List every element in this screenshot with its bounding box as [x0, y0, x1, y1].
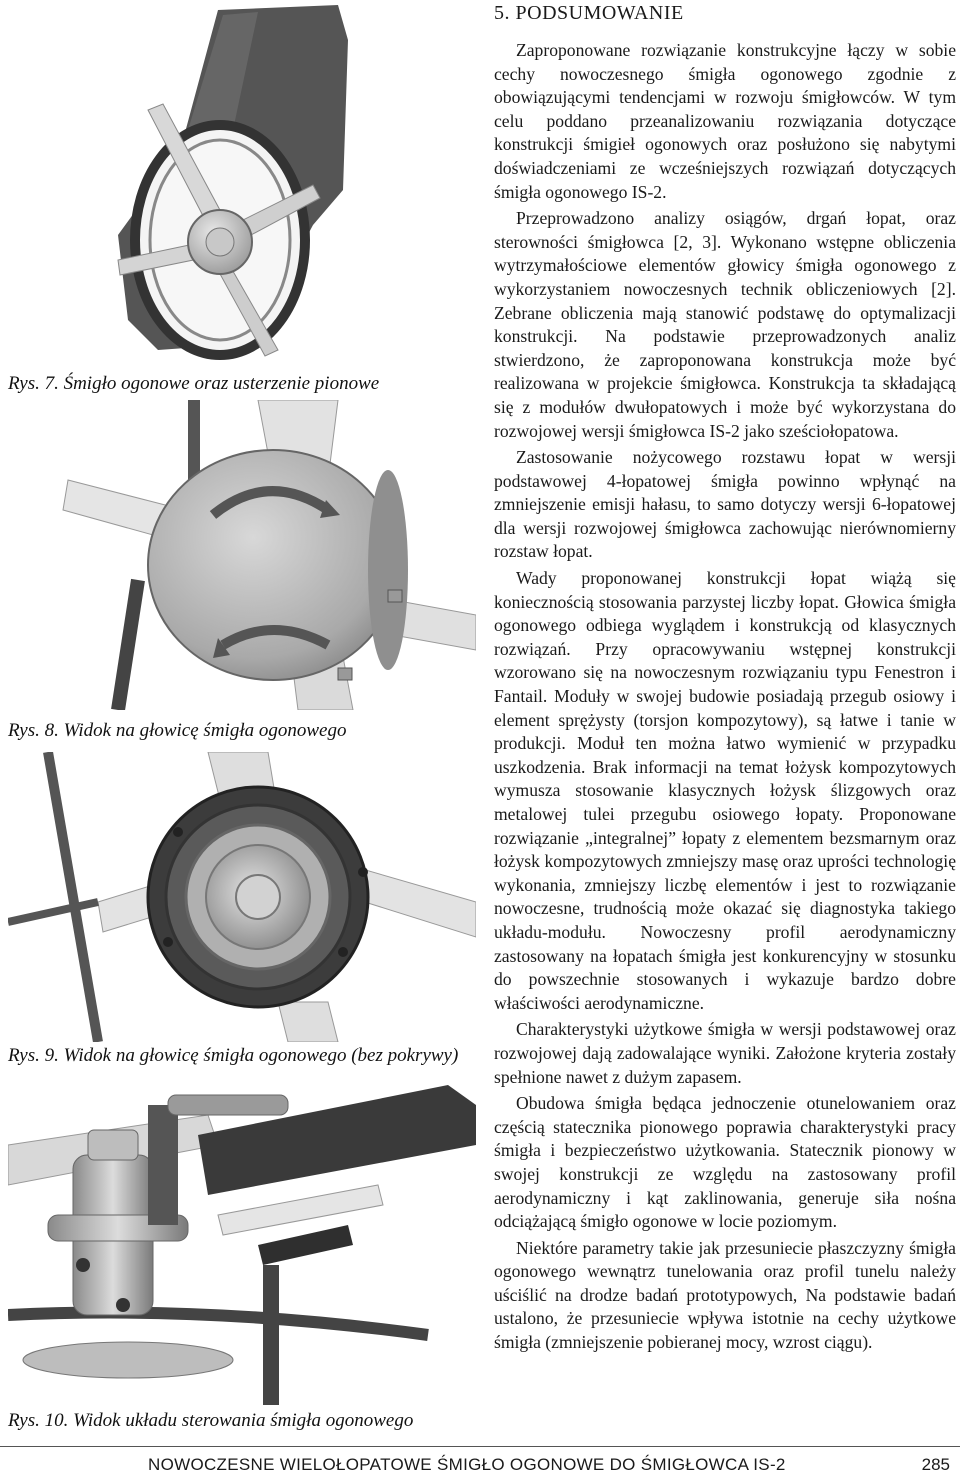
page-number: 285	[921, 1455, 950, 1474]
paragraph-2: Przeprowadzono analizy osiągów, drgań łopat, oraz sterowności śmigłowca [2, 3]. Wykonano wstępne obliczenia wytrzymałościowe elementów głowicy śmigła ogonowego z wykorzystaniem nowoczesnych technik obliczeniowych [2]. Zebrane obliczenia mają stanowić podstawę do optymalizacji konstrukcji. Na podstawie przeprowadzonych analiz stwierdzono, że zaproponowana konstrukcja może być realizowana w projekcie śmigłowca. Konstrukcja ta składającą się z modułów dwułopatowych i może być wykorzystana do rozwojowej wersji śmigłowca IS-2 jako sześciołopatowa.	[494, 208, 956, 441]
paragraph-5: Charakterystyki użytkowe śmigła w wersji podstawowej oraz rozwojowej dają zadowalające wyniki. Założone kryteria zostały spełnione nawet z dużym zapasem.	[494, 1019, 956, 1087]
paragraph-6: Obudowa śmigła będąca jednoczenie otunelowaniem oraz częścią statecznika pionowego poprawia charakterystyki pracy śmigła i bezpieczeństwo użytkowania. Statecznik pionowy w swojej konstrukcji ze względu na zastosowany profil aerodynamiczny i kąt zaklinowania, generuje siła nośna odciążającą śmigło ogonowe w locie poziomym.	[494, 1093, 956, 1232]
running-footer-title: NOWOCZESNE WIELOŁOPATOWE ŚMIGŁO OGONOWE DO ŚMIGŁOWCA IS-2	[148, 1455, 786, 1474]
figure-10-caption: Rys. 10. Widok układu sterowania śmigła ogonowego	[8, 1410, 414, 1431]
figure-7-image	[8, 0, 476, 360]
figure-9-caption: Rys. 9. Widok na głowicę śmigła ogonowego (bez pokrywy)	[8, 1045, 459, 1066]
figure-9-image	[8, 752, 476, 1042]
footer-rule	[0, 1446, 960, 1447]
figure-10-image	[8, 1075, 476, 1405]
paragraph-7: Niektóre parametry takie jak przesuniecie płaszczyzny śmigła ogonowego wewnątrz tunelowania oraz profil tunelu należy uściślić na drodze badań prototypowych, Na podstawie badań ustalono, że przesuniecie wpływa istotnie na cechy użytkowe śmigła (zmniejszenie pobieranej mocy, wzrost ciągu).	[494, 1237, 956, 1353]
figure-7-caption: Rys. 7. Śmigło ogonowe oraz usterzenie pionowe	[8, 373, 380, 394]
figure-8-image	[8, 400, 476, 710]
section-heading: 5. PODSUMOWANIE	[494, 2, 684, 24]
paragraph-3: Zastosowanie nożycowego rozstawu łopat w wersji podstawowej 4-łopatowej śmigła powinno wpłynąć na zmniejszenie emisji hałasu, to samo dotyczy wersji 6-łopatowej dla wersji rozwojowej śmigłowca zachowując nierównomierny rozstaw łopat.	[494, 447, 956, 562]
figure-8-caption: Rys. 8. Widok na głowicę śmigła ogonowego	[8, 720, 347, 741]
paragraph-4: Wady proponowanej konstrukcji łopat wiążą się koniecznością stosowania parzystej liczby łopat. Głowica śmigła ogonowego odbiega wyglądem i konstrukcją od klasycznych rozwiązań. Przy opracowywaniu wstępnej konstrukcji wzorowano się na nowoczesnym rozwiązaniu typu Fenestron i Fantail. Moduły w swojej budowie posiadają przegub osiowy i element sprężysty (torsjon kompozytowy), są łatwe i tanie w produkcji. Moduł ten można łatwo wymienić w przypadku uszkodzenia. Brak informacji na temat łożysk kompozytowych wymusza stosowanie klasycznych łożysk ślizgowych oraz metalowej tulei przegubu osiowego łopaty. Proponowane rozwiązanie „integralnej” łopaty z elementem bezsmarnym oraz łożysk kompozytowych zmniejszy masę oraz uprości technologię wykonania, zmniejszy liczbę elementów i jest to rozwiązanie nowoczesne, trudnością może okazać się diagnostyka takiego układu-modułu. Nowoczesny profil aerodynamiczny zastosowany na łopatach śmigła jest konkurencyjny w stosunku do powszechnie stosowanych i wykazuje bardzo dobre właściwości aerodynamiczne.	[494, 568, 956, 1013]
paragraph-1: Zaproponowane rozwiązanie konstrukcyjne łączy w sobie cechy nowoczesnego śmigła ogonowego zgodnie z obowiązującymi tendencjami w rozwoju śmigłowców. W tym celu poddano przeanalizowaniu rozwiązania dotyczące konstrukcji śmigieł ogonowych oraz posłużono się nabytymi doświadczeniami ze wcześniejszych rozwiązań dotyczących śmigła ogonowego IS-2.	[494, 40, 956, 202]
text-column	[494, 0, 956, 1358]
